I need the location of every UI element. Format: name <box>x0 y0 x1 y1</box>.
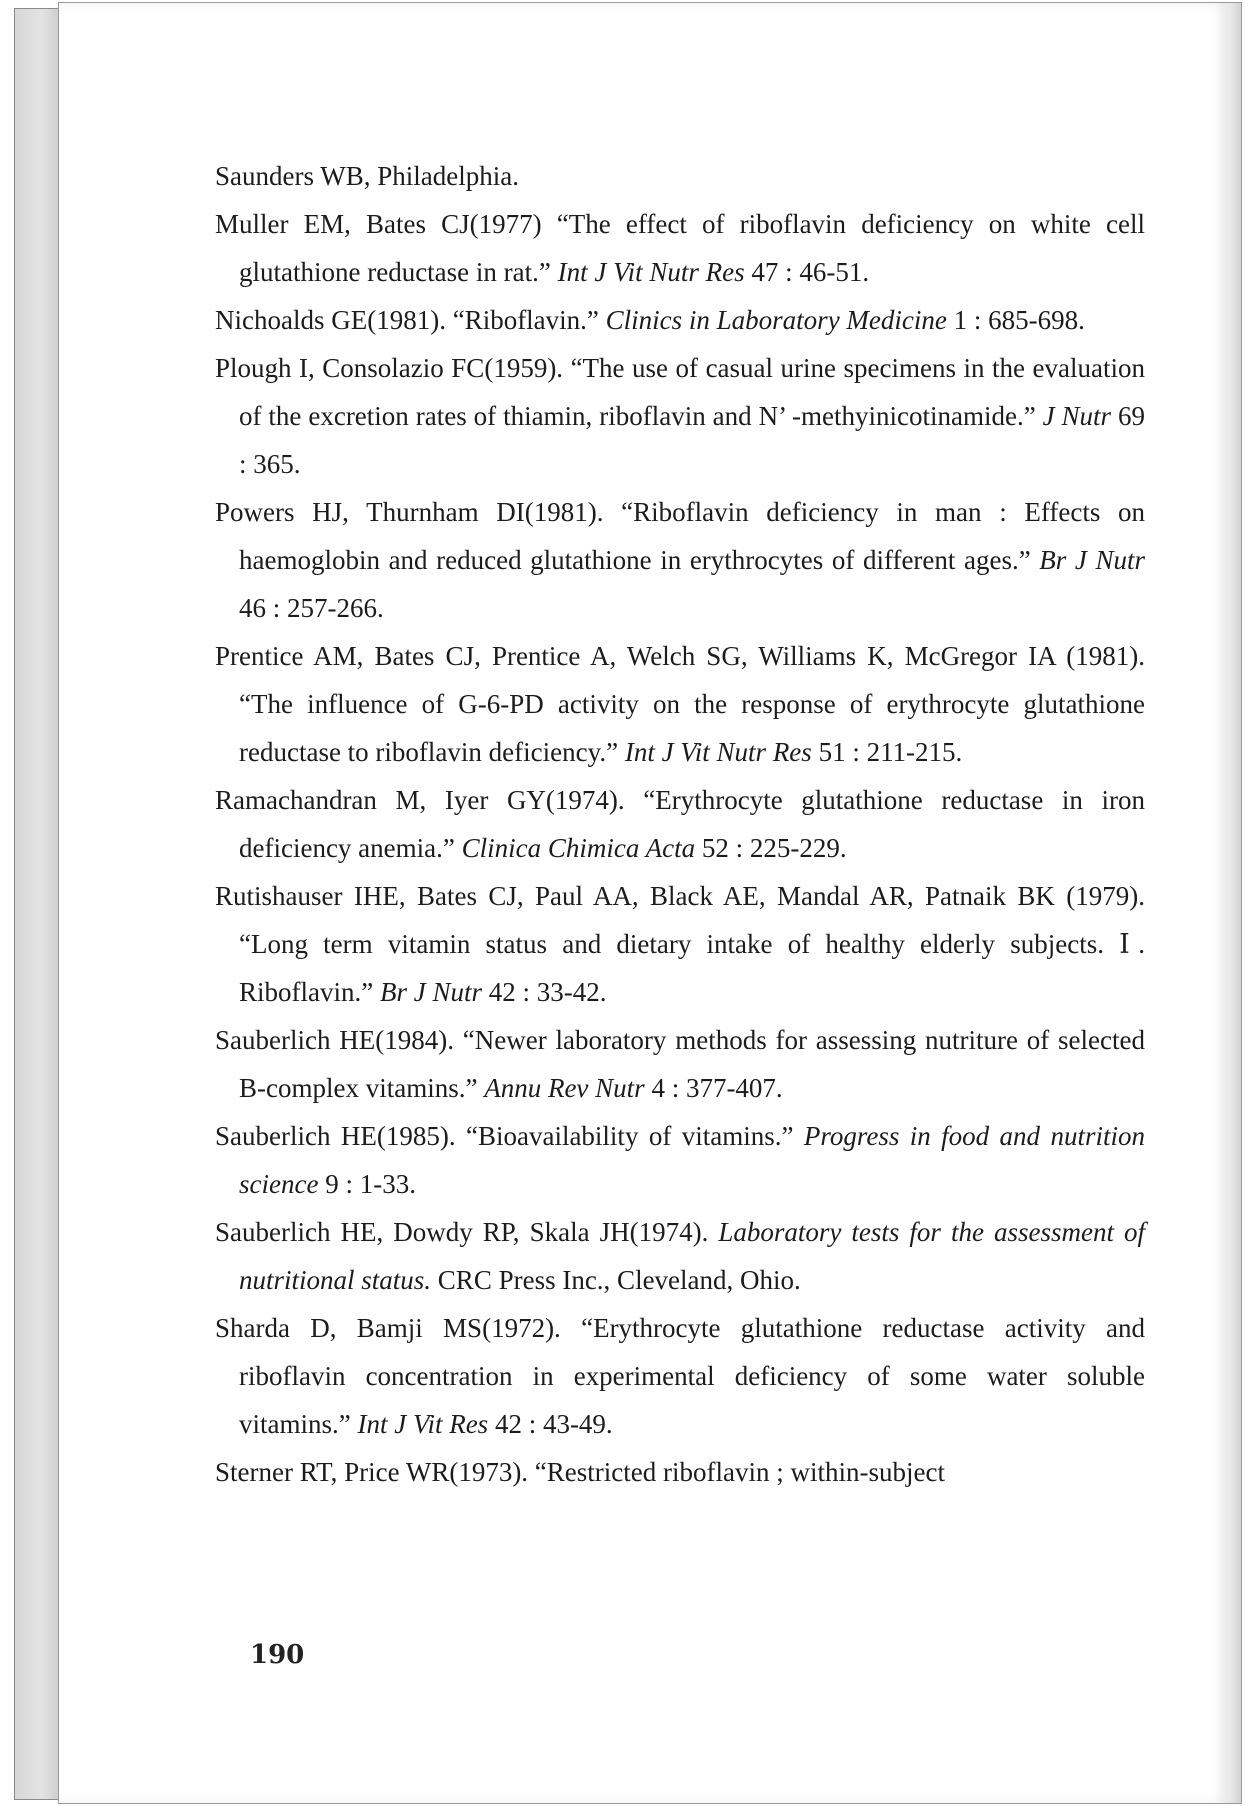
page-edge-shadow <box>1215 3 1241 1803</box>
reference-entry: Sharda D, Bamji MS(1972). “Erythrocyte glutathione reductase activity and riboflavin concentration in experimental deficiency of some water soluble vitamins.” Int J Vit Res 42 : 43-49. <box>215 1313 1145 1439</box>
reference-entry: Sterner RT, Price WR(1973). “Restricted riboflavin ; within-subject <box>215 1457 945 1487</box>
reference-entry: Plough I, Consolazio FC(1959). “The use of casual urine specimens in the evaluation of the excretion rates of thiamin, riboflavin and N’ -methyinicotinamide.” J Nutr 69 : 365. <box>215 353 1145 479</box>
reference-entry: Sauberlich HE, Dowdy RP, Skala JH(1974). Laboratory tests for the assessment of nutritional status. CRC Press Inc., Cleveland, Ohio. <box>215 1217 1145 1295</box>
reference-entry: Powers HJ, Thurnham DI(1981). “Riboflavin deficiency in man : Effects on haemoglobin and reduced glutathione in erythrocytes of different ages.” Br J Nutr 46 : 257-266. <box>215 497 1145 623</box>
reference-entry: Sauberlich HE(1985). “Bioavailability of vitamins.” Progress in food and nutrition science 9 : 1-33. <box>215 1121 1145 1199</box>
reference-entry: Sauberlich HE(1984). “Newer laboratory methods for assessing nutriture of selected B-complex vitamins.” Annu Rev Nutr 4 : 377-407. <box>215 1025 1145 1103</box>
reference-continuation: Saunders WB, Philadelphia. <box>215 161 519 191</box>
reference-entry: Prentice AM, Bates CJ, Prentice A, Welch SG, Williams K, McGregor IA (1981). “The influence of G-6-PD activity on the response of erythrocyte glutathione reductase to riboflavin deficiency.” Int J Vit Nutr Res 51 : 211-215. <box>215 641 1145 767</box>
reference-list <box>215 152 1145 1496</box>
page-number: 190 <box>250 1640 305 1670</box>
reference-entry: Ramachandran M, Iyer GY(1974). “Erythrocyte glutathione reductase in iron deficiency anemia.” Clinica Chimica Acta 52 : 225-229. <box>215 785 1145 863</box>
reference-entry: Muller EM, Bates CJ(1977) “The effect of riboflavin deficiency on white cell glutathione reductase in rat.” Int J Vit Nutr Res 47 : 46-51. <box>215 209 1145 287</box>
book-spine <box>14 8 60 1800</box>
reference-entry: Nichoalds GE(1981). “Riboflavin.” Clinics in Laboratory Medicine 1 : 685-698. <box>215 305 1085 335</box>
reference-entry: Rutishauser IHE, Bates CJ, Paul AA, Black AE, Mandal AR, Patnaik BK (1979). “Long term vitamin status and dietary intake of healthy elderly subjects. Ⅰ. Riboflavin.” Br J Nutr 42 : 33-42. <box>215 881 1145 1007</box>
